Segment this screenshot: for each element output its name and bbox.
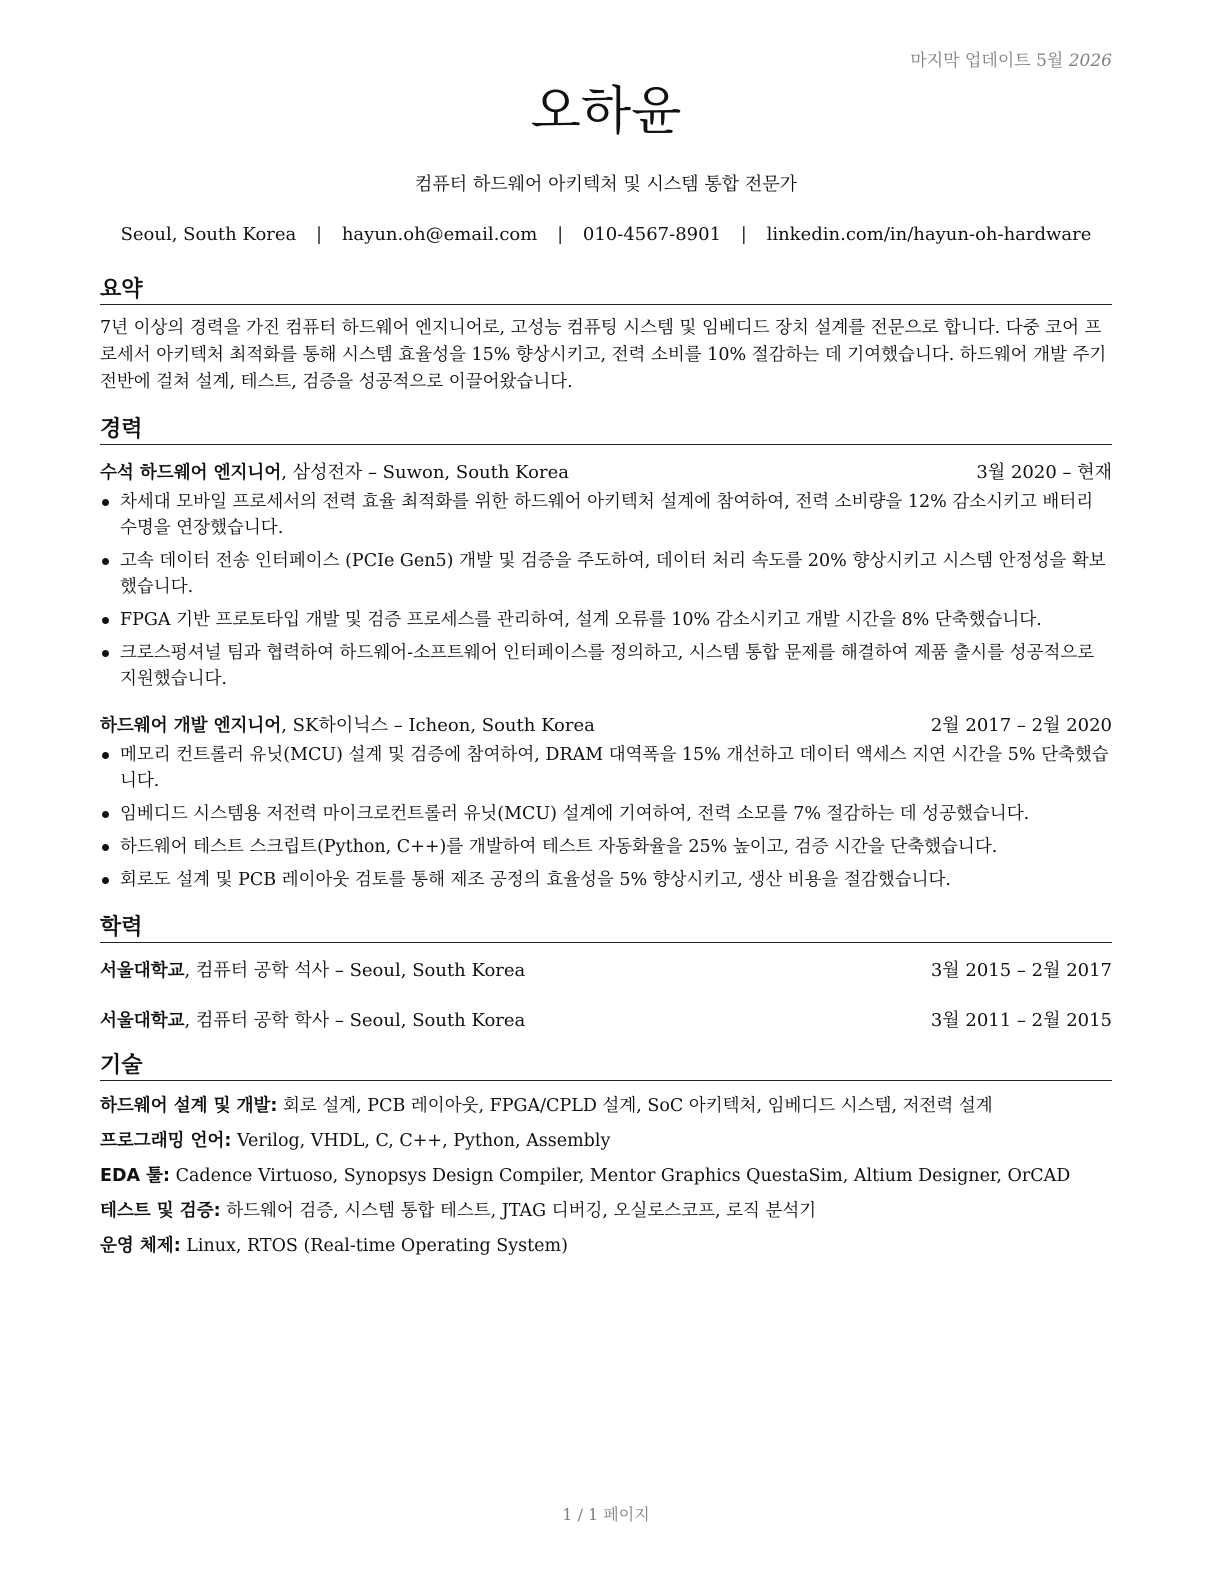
last-updated-label: 마지막 업데이트 (910, 51, 1031, 71)
skill-row (100, 1198, 1112, 1224)
education-title-line (100, 957, 525, 985)
skill-value: 하드웨어 검증, 시스템 통합 테스트, JTAG 디버깅, 오실로스코프, 로직 분석기 (220, 1201, 817, 1221)
job-company: , 삼성전자 – Suwon, South Korea (281, 462, 569, 483)
job-title: 수석 하드웨어 엔지니어 (100, 463, 282, 483)
job-bullet: FPGA 기반 프로토타입 개발 및 검증 프로세스를 관리하여, 설계 오류를 10% 감소시키고 개발 시간을 8% 단축했습니다. (100, 607, 1112, 633)
last-updated (910, 46, 1112, 71)
last-updated-year: 2026 (1068, 51, 1112, 71)
contact-separator: | (557, 224, 564, 245)
summary-section (100, 276, 1112, 396)
last-updated-month: 5월 (1036, 51, 1064, 71)
contact-phone: 010-4567-8901 (582, 224, 722, 245)
education-heading: 학력 (100, 914, 1112, 943)
job-header (100, 459, 1112, 487)
contact-email-link[interactable]: hayun.oh@email.com (341, 224, 538, 245)
education-dates: 3월 2011 – 2월 2015 (930, 1010, 1112, 1031)
skills-list (100, 1093, 1112, 1259)
education-school: 서울대학교 (100, 961, 185, 981)
experience-heading: 경력 (100, 416, 1112, 445)
experience-section (100, 416, 1112, 900)
contact-linkedin-link[interactable]: linkedin.com/in/hayun-oh-hardware (766, 224, 1092, 245)
skill-value: Cadence Virtuoso, Synopsys Design Compiler, Mentor Graphics QuestaSim, Altium Designer, OrCAD (170, 1166, 1071, 1186)
skill-label: 테스트 및 검증: (100, 1201, 221, 1221)
summary-text: 7년 이상의 경력을 가진 컴퓨터 하드웨어 엔지니어로, 고성능 컴퓨팅 시스템 및 임베디드 장치 설계를 전문으로 합니다. 다중 코어 프로세서 아키텍처 최적화를 통해 시스템 효율성을 15% 향상시키고, 전력 소비를 10% 절감하는 데 기여했습니다. 하드웨어 개발 주기 전반에 걸쳐 설계, 테스트, 검증을 성공적으로 이끌어왔습니다. (100, 318, 1107, 392)
education-detail: , 컴퓨터 공학 학사 – Seoul, South Korea (184, 1010, 526, 1031)
job-bullet: 임베디드 시스템용 저전력 마이크로컨트롤러 유닛(MCU) 설계에 기여하여, 전력 소모를 7% 절감하는 데 성공했습니다. (100, 801, 1112, 827)
job-bullet: 차세대 모바일 프로세서의 전력 효율 최적화를 위한 하드웨어 아키텍처 설계에 참여하여, 전력 소비량을 12% 감소시키고 배터리 수명을 연장했습니다. (100, 489, 1112, 541)
page-indicator: 1 / 1 페이지 (562, 1505, 650, 1524)
job-dates: 2월 2017 – 2월 2020 (930, 715, 1112, 736)
job-entry (100, 459, 1112, 692)
candidate-name: 오하윤 (530, 82, 682, 142)
contact-location: Seoul, South Korea (120, 224, 297, 245)
job-dates: 3월 2020 – 현재 (976, 462, 1112, 483)
contact-line (100, 224, 1112, 245)
job-bullets (100, 489, 1112, 692)
skill-label: 운영 체제: (100, 1236, 181, 1256)
candidate-headline: 컴퓨터 하드웨어 아키텍처 및 시스템 통합 전문가 (414, 174, 798, 195)
skill-value: 회로 설계, PCB 레이아웃, FPGA/CPLD 설계, SoC 아키텍처, 임베디드 시스템, 저전력 설계 (277, 1096, 993, 1116)
skill-row (100, 1128, 1112, 1154)
education-detail: , 컴퓨터 공학 석사 – Seoul, South Korea (184, 960, 526, 981)
resume-page (100, 0, 1112, 1584)
skill-row (100, 1163, 1112, 1189)
education-dates: 3월 2015 – 2월 2017 (930, 960, 1112, 981)
skill-row (100, 1093, 1112, 1119)
skill-value: Verilog, VHDL, C, C++, Python, Assembly (231, 1131, 611, 1151)
skill-row (100, 1233, 1112, 1259)
skills-heading: 기술 (100, 1052, 1112, 1081)
skill-value: Linux, RTOS (Real-time Operating System) (180, 1236, 568, 1256)
education-entry (100, 957, 1112, 985)
skill-label: 프로그래밍 언어: (100, 1131, 232, 1151)
education-section (100, 914, 1112, 1035)
contact-separator: | (316, 224, 323, 245)
job-entry (100, 712, 1112, 893)
job-bullet: 회로도 설계 및 PCB 레이아웃 검토를 통해 제조 공정의 효율성을 5% 향상시키고, 생산 비용을 절감했습니다. (100, 867, 1112, 893)
job-company: , SK하이닉스 – Icheon, South Korea (281, 715, 595, 736)
summary-heading: 요약 (100, 276, 1112, 305)
job-bullet: 크로스펑셔널 팀과 협력하여 하드웨어-소프트웨어 인터페이스를 정의하고, 시스템 통합 문제를 해결하여 제품 출시를 성공적으로 지원했습니다. (100, 640, 1112, 692)
job-bullets (100, 742, 1112, 893)
skill-label: 하드웨어 설계 및 개발: (100, 1096, 278, 1116)
job-bullet: 하드웨어 테스트 스크립트(Python, C++)를 개발하여 테스트 자동화율을 25% 높이고, 검증 시간을 단축했습니다. (100, 834, 1112, 860)
job-title-line (100, 712, 595, 740)
job-bullet: 메모리 컨트롤러 유닛(MCU) 설계 및 검증에 참여하여, DRAM 대역폭을 15% 개선하고 데이터 액세스 지연 시간을 5% 단축했습니다. (100, 742, 1112, 794)
job-title: 하드웨어 개발 엔지니어 (100, 716, 282, 736)
job-title-line (100, 459, 569, 487)
education-title-line (100, 1007, 525, 1035)
job-header (100, 712, 1112, 740)
job-bullet: 고속 데이터 전송 인터페이스 (PCIe Gen5) 개발 및 검증을 주도하여, 데이터 처리 속도를 20% 향상시키고 시스템 안정성을 확보했습니다. (100, 548, 1112, 600)
contact-separator: | (740, 224, 747, 245)
education-entry (100, 1007, 1112, 1035)
education-school: 서울대학교 (100, 1011, 185, 1031)
skills-section (100, 1052, 1112, 1268)
skill-label: EDA 툴: (100, 1166, 171, 1186)
